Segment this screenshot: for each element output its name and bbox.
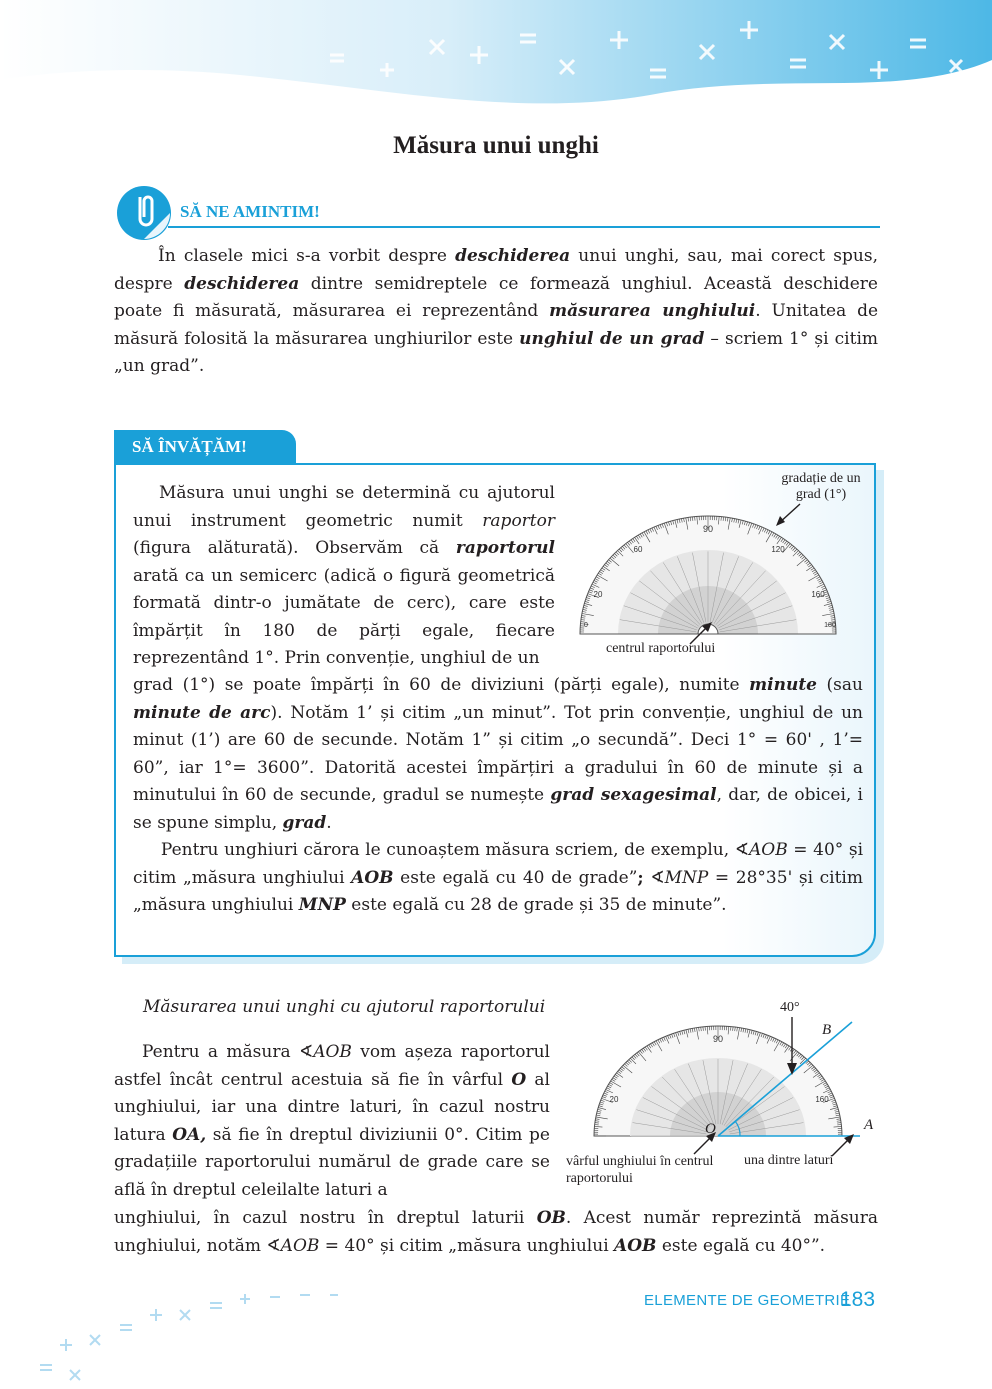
svg-text:180: 180 <box>824 622 836 629</box>
svg-text:60: 60 <box>633 545 643 554</box>
graduation-label: gradație de un grad (1°) <box>781 471 861 502</box>
header-banner <box>0 0 992 120</box>
svg-text:120: 120 <box>771 545 785 554</box>
point-b-label: B <box>822 1022 832 1038</box>
learn-text-top: Măsura unui unghi se determină cu ajutorul unui instrument geometric numit raportor (figura alăturată). Observăm că raportorul arată ca un semicerc (adică o figură geometrică formată dintr-o jumătate de cerc), care este împărțit în 180 de părți egale, fiecare reprezentând 1°. Prin convenție, unghiul de un <box>133 483 555 668</box>
learn-text-bottom: grad (1°) se poate împărți în 60 de diviziuni (părți egale), numite minute (sau minute de arc). Notăm 1’ și citim „un minut”. Tot prin convenție, unghiul de un minut (1’) are 60 de secunde. Notăm 1” și citim „o secundă”. Deci 1° = 60' , 1’= 60”, iar 1°= 3600”. Datorită acestei împărțiri a gradului în 60 de minute și a minutului în 60 de secunde, gradul se numește grad sexagesimal, dar, de obicei, i se spune simplu, grad. Pentru unghiuri cărora le cunoaștem măsura scriem, de exemplu, ∢AOB = 40° și citim „măsura unghiului AOB este egală cu 40 de grade”; ∢MNP = 28°35' și citim „măsura unghiului MNP este egală cu 28 de grade și 35 de minute”. <box>133 675 864 915</box>
arrow-40-degree <box>780 1015 804 1077</box>
footer-section-title: ELEMENTE DE GEOMETRIE <box>644 1292 851 1309</box>
side-label: una dintre laturi <box>744 1153 834 1168</box>
svg-text:20: 20 <box>593 590 603 599</box>
learn-heading: SĂ ÎNVĂȚĂM! <box>114 430 296 464</box>
page-number: 183 <box>840 1288 876 1311</box>
footer-decoration <box>0 1285 480 1389</box>
point-a-label: A <box>864 1117 874 1133</box>
angle-40-label: 40° <box>780 1000 800 1015</box>
svg-text:160: 160 <box>815 1095 829 1104</box>
svg-text:90: 90 <box>702 524 714 534</box>
angle-measure-figure <box>590 1018 880 1148</box>
measure-text-top: Pentru a măsura ∢AOB vom așeza raportorul astfel încât centrul acestuia să fie în vârful O al unghiului, iar una dintre laturi, în cazul nostru latura OA, să fie în dreptul diviziunii 0°. Citim pe gradațiile raportorului numărul de grade care se află în dreptul celeilalte laturi a <box>114 1042 550 1200</box>
remember-text: În clasele mici s-a vorbit despre deschiderea unui unghi, sau, mai corect spus, despre deschiderea dintre semidreptele ce formează unghiul. Această deschidere poate fi măsurată, măsurarea ei reprezentând măsurarea unghiului. Unitatea de măsură folosită la măsurarea unghiurilor este unghiul de un grad – scriem 1° și citim „un grad”. <box>114 246 879 376</box>
vertex-label: vârful unghiului în centrul raportorului <box>566 1154 714 1186</box>
svg-text:0: 0 <box>584 622 588 629</box>
page-title: Măsura unui unghi <box>393 132 599 159</box>
measure-subheading: Măsurarea unui unghi cu ajutorul raportorului <box>143 997 546 1017</box>
remember-heading: SĂ NE AMINTIM! <box>180 202 320 221</box>
paperclip-icon <box>114 183 174 243</box>
point-o-label: O <box>705 1121 716 1137</box>
svg-text:90: 90 <box>712 1034 724 1044</box>
center-label: centrul raportorului <box>606 641 716 656</box>
arrow-graduation <box>770 500 810 530</box>
svg-text:160: 160 <box>811 590 825 599</box>
svg-text:20: 20 <box>609 1095 619 1104</box>
measure-text-bottom: unghiului, în cazul nostru în dreptul laturii OB. Acest număr reprezintă măsura unghiului, notăm ∢AOB = 40° și citim „măsura unghiului AOB este egală cu 40°”. <box>114 1208 879 1256</box>
remember-divider <box>168 226 880 228</box>
